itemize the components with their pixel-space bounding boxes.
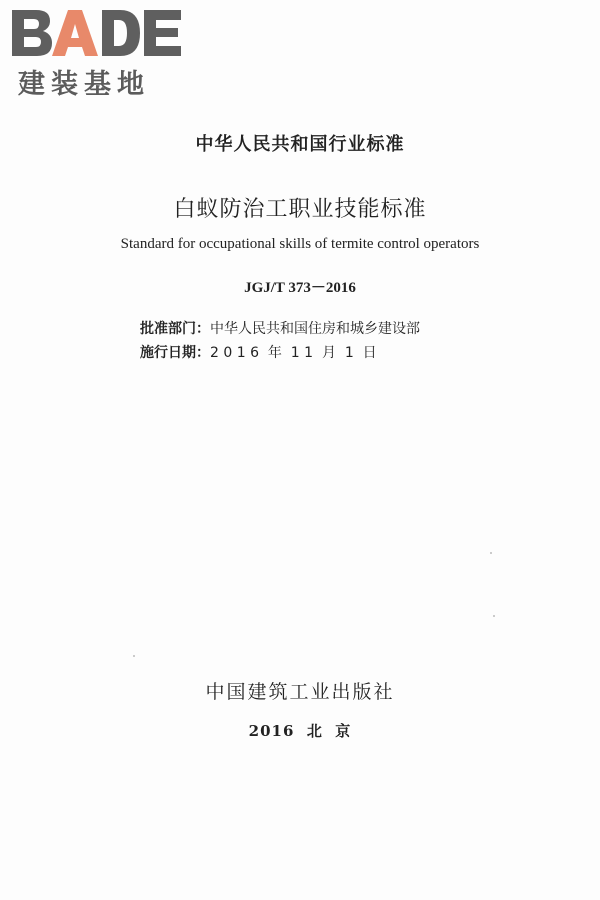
- effective-date-value: 2 0 1 6 年 1 1 月 1 日: [210, 345, 377, 361]
- scan-speck: [133, 655, 135, 657]
- effective-date-line: [140, 342, 377, 362]
- scan-speck: [493, 615, 495, 617]
- document-title: 白蚁防治工职业技能标准: [173, 197, 427, 222]
- effective-date-label: 施行日期：: [140, 345, 210, 361]
- standard-code: JGJ/T 373－2016: [244, 280, 356, 296]
- approval-value: 中华人民共和国住房和城乡建设部: [210, 321, 420, 337]
- scan-speck: [490, 552, 492, 554]
- bade-logo: [10, 6, 185, 100]
- approval-label: 批准部门：: [140, 321, 210, 337]
- standard-series-title: 中华人民共和国行业标准: [195, 134, 405, 155]
- publisher-name: 中国建筑工业出版社: [205, 681, 395, 703]
- logo-subtitle: 建装基地: [18, 69, 150, 100]
- bade-logo-mark: [10, 6, 185, 62]
- english-title: Standard for occupational skills of termite control operators: [120, 236, 480, 252]
- approval-line: [140, 318, 420, 338]
- publication-place-year: 2016 北 京: [248, 722, 352, 740]
